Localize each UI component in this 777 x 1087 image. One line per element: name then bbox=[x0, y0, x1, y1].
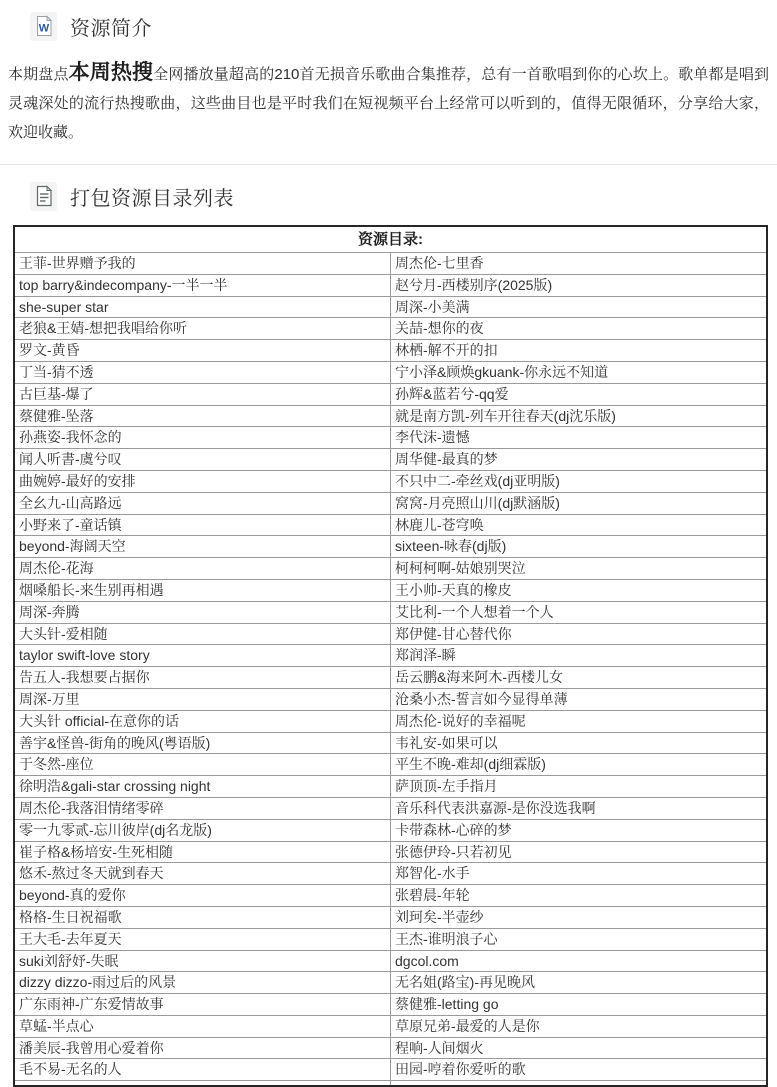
table-cell: 小野来了-童话镇 bbox=[14, 514, 391, 536]
table-row bbox=[14, 623, 767, 645]
table-row bbox=[14, 449, 767, 471]
resource-catalog-table bbox=[13, 225, 768, 1087]
table-cell: 宁小泽&顾焕gkuank-你永远不知道 bbox=[391, 361, 768, 383]
table-row bbox=[14, 906, 767, 928]
table-cell: 毛不易-无名的人 bbox=[14, 1059, 391, 1081]
table-cell: 柯柯柯啊-姑娘别哭泣 bbox=[391, 558, 768, 580]
table-cell: 悠禾-熬过冬天就到春天 bbox=[14, 863, 391, 885]
table-cell bbox=[391, 1081, 768, 1087]
table-cell: 零一九零贰-忘川彼岸(dj名龙版) bbox=[14, 819, 391, 841]
table-row bbox=[14, 536, 767, 558]
table-row bbox=[14, 776, 767, 798]
table-cell: 就是南方凯-列车开往春天(dj沈乐版) bbox=[391, 405, 768, 427]
table-cell: 徐明浩&gali-star crossing night bbox=[14, 776, 391, 798]
table-cell: 程响-人间烟火 bbox=[391, 1037, 768, 1059]
table-cell bbox=[14, 1081, 391, 1087]
table-cell: 张德伊玲-只若初见 bbox=[391, 841, 768, 863]
table-cell: 古巨基-爆了 bbox=[14, 383, 391, 405]
table-cell: 无名姐(路宝)-再见晚风 bbox=[391, 972, 768, 994]
table-cell: 林鹿儿-苍穹唤 bbox=[391, 514, 768, 536]
table-row bbox=[14, 754, 767, 776]
table-row bbox=[14, 383, 767, 405]
table-row bbox=[14, 514, 767, 536]
table-cell: 周杰伦-花海 bbox=[14, 558, 391, 580]
table-row bbox=[14, 492, 767, 514]
table-cell: 孙辉&蓝若兮-qq爱 bbox=[391, 383, 768, 405]
table-row bbox=[14, 1037, 767, 1059]
table-cell: 草原兄弟-最爱的人是你 bbox=[391, 1015, 768, 1037]
table-cell: suki刘舒妤-失眠 bbox=[14, 950, 391, 972]
word-doc-icon bbox=[30, 12, 57, 41]
table-row bbox=[14, 885, 767, 907]
table-row bbox=[14, 972, 767, 994]
table-cell: 崔子格&杨培安-生死相随 bbox=[14, 841, 391, 863]
table-cell: 烟嗓船长-来生别再相遇 bbox=[14, 579, 391, 601]
table-cell: 周杰伦-我落泪情绪零碎 bbox=[14, 797, 391, 819]
table-cell: 韦礼安-如果可以 bbox=[391, 732, 768, 754]
table-cell: 草蜢-半点心 bbox=[14, 1015, 391, 1037]
table-cell: 罗文-黄昏 bbox=[14, 340, 391, 362]
table-row bbox=[14, 296, 767, 318]
table-row bbox=[14, 1081, 767, 1087]
table-cell: 王菲-世界赠予我的 bbox=[14, 253, 391, 275]
table-cell: 李代沫-遗憾 bbox=[391, 427, 768, 449]
intro-text-highlight: 本周热搜 bbox=[68, 61, 154, 84]
catalog-section-header bbox=[0, 165, 777, 212]
table-cell: beyond-海阔天空 bbox=[14, 536, 391, 558]
table-cell: 林栖-解不开的扣 bbox=[391, 340, 768, 362]
table-cell: 格格-生日祝福歌 bbox=[14, 906, 391, 928]
table-title: 资源目录: bbox=[14, 226, 767, 253]
table-row bbox=[14, 340, 767, 362]
intro-text-after: 全网播放量超高的210首无损音乐歌曲合集推荐，总有一首歌唱到你的心坎上。歌单都是唱到灵魂深处的流行热搜歌曲，这些曲目也是平时我们在短视频平台上经常可以听到的，值得无限循环，分享给大家，欢迎收藏。 bbox=[8, 66, 769, 141]
table-cell: 卡带森林-心碎的梦 bbox=[391, 819, 768, 841]
table-cell: 周深-奔腾 bbox=[14, 601, 391, 623]
table-cell: 周深-小美满 bbox=[391, 296, 768, 318]
table-cell: 王大毛-去年夏天 bbox=[14, 928, 391, 950]
table-row bbox=[14, 361, 767, 383]
table-cell: 音乐科代表洪嘉源-是你没选我啊 bbox=[391, 797, 768, 819]
table-cell: sixteen-咏春(dj版) bbox=[391, 536, 768, 558]
table-cell: 周深-万里 bbox=[14, 688, 391, 710]
table-cell: taylor swift-love story bbox=[14, 645, 391, 667]
intro-section-header bbox=[0, 0, 777, 42]
table-cell: 孙燕姿-我怀念的 bbox=[14, 427, 391, 449]
table-cell: she-super star bbox=[14, 296, 391, 318]
table-cell: 周杰伦-说好的幸福呢 bbox=[391, 710, 768, 732]
table-cell: 田园-哼着你爱听的歌 bbox=[391, 1059, 768, 1081]
table-cell: 刘珂矣-半壶纱 bbox=[391, 906, 768, 928]
table-cell: 艾比利-一个人想着一个人 bbox=[391, 601, 768, 623]
table-cell: beyond-真的爱你 bbox=[14, 885, 391, 907]
table-row bbox=[14, 994, 767, 1016]
table-cell: 岳云鹏&海来阿木-西楼儿女 bbox=[391, 667, 768, 689]
table-cell: 不只中二-牵丝戏(dj亚明版) bbox=[391, 470, 768, 492]
table-row bbox=[14, 601, 767, 623]
table-row bbox=[14, 819, 767, 841]
table-cell: 闻人听書-虞兮叹 bbox=[14, 449, 391, 471]
table-cell: 郑伊健-甘心替代你 bbox=[391, 623, 768, 645]
table-row bbox=[14, 253, 767, 275]
table-cell: 告五人-我想要占据你 bbox=[14, 667, 391, 689]
table-cell: top barry&indecompany-一半一半 bbox=[14, 274, 391, 296]
table-row bbox=[14, 274, 767, 296]
table-cell: 周华健-最真的梦 bbox=[391, 449, 768, 471]
table-cell: 于冬然-座位 bbox=[14, 754, 391, 776]
table-cell: 赵兮月-西楼别序(2025版) bbox=[391, 274, 768, 296]
table-row bbox=[14, 645, 767, 667]
table-row bbox=[14, 863, 767, 885]
table-cell: 平生不晚-难却(dj细霖版) bbox=[391, 754, 768, 776]
table-cell: 全幺九-山高路远 bbox=[14, 492, 391, 514]
table-cell: 大头针-爱相随 bbox=[14, 623, 391, 645]
table-row bbox=[14, 732, 767, 754]
table-cell: dgcol.com bbox=[391, 950, 768, 972]
table-row bbox=[14, 797, 767, 819]
table-row bbox=[14, 928, 767, 950]
doc-list-icon bbox=[30, 182, 57, 211]
table-cell: dizzy dizzo-雨过后的风景 bbox=[14, 972, 391, 994]
table-row bbox=[14, 841, 767, 863]
table-cell: 郑润泽-瞬 bbox=[391, 645, 768, 667]
table-row bbox=[14, 558, 767, 580]
table-cell: 蔡健雅-letting go bbox=[391, 994, 768, 1016]
svg-text:W: W bbox=[38, 22, 49, 35]
table-cell: 丁当-猜不透 bbox=[14, 361, 391, 383]
table-cell: 潘美辰-我曾用心爱着你 bbox=[14, 1037, 391, 1059]
table-row bbox=[14, 405, 767, 427]
table-cell: 王小帅-天真的橡皮 bbox=[391, 579, 768, 601]
table-cell: 王杰-谁明浪子心 bbox=[391, 928, 768, 950]
table-cell: 萨顶顶-左手指月 bbox=[391, 776, 768, 798]
table-cell: 大头针 official-在意你的话 bbox=[14, 710, 391, 732]
table-cell: 张碧晨-年轮 bbox=[391, 885, 768, 907]
table-row bbox=[14, 1015, 767, 1037]
table-cell: 沧桑小杰-誓言如今显得单薄 bbox=[391, 688, 768, 710]
table-cell: 窝窝-月亮照山川(dj默涵版) bbox=[391, 492, 768, 514]
table-body bbox=[14, 253, 767, 1087]
intro-text-before: 本期盘点 bbox=[8, 66, 69, 83]
table-cell: 善宇&怪兽-街角的晚风(粤语版) bbox=[14, 732, 391, 754]
table-cell: 蔡健雅-坠落 bbox=[14, 405, 391, 427]
table-cell: 曲婉婷-最好的安排 bbox=[14, 470, 391, 492]
table-cell: 周杰伦-七里香 bbox=[391, 253, 768, 275]
table-row bbox=[14, 710, 767, 732]
table-row bbox=[14, 667, 767, 689]
table-cell: 郑智化-水手 bbox=[391, 863, 768, 885]
table-row bbox=[14, 579, 767, 601]
table-row bbox=[14, 1059, 767, 1081]
table-row bbox=[14, 688, 767, 710]
table-row bbox=[14, 950, 767, 972]
table-row bbox=[14, 427, 767, 449]
table-cell: 关喆-想你的夜 bbox=[391, 318, 768, 340]
table-cell: 老狼&王婧-想把我唱给你听 bbox=[14, 318, 391, 340]
intro-paragraph bbox=[8, 58, 769, 147]
table-row bbox=[14, 318, 767, 340]
catalog-title: 打包资源目录列表 bbox=[70, 187, 234, 210]
table-cell: 广东雨神-广东爱情故事 bbox=[14, 994, 391, 1016]
intro-title: 资源简介 bbox=[70, 17, 152, 40]
table-row bbox=[14, 470, 767, 492]
table-header-row bbox=[14, 226, 767, 253]
